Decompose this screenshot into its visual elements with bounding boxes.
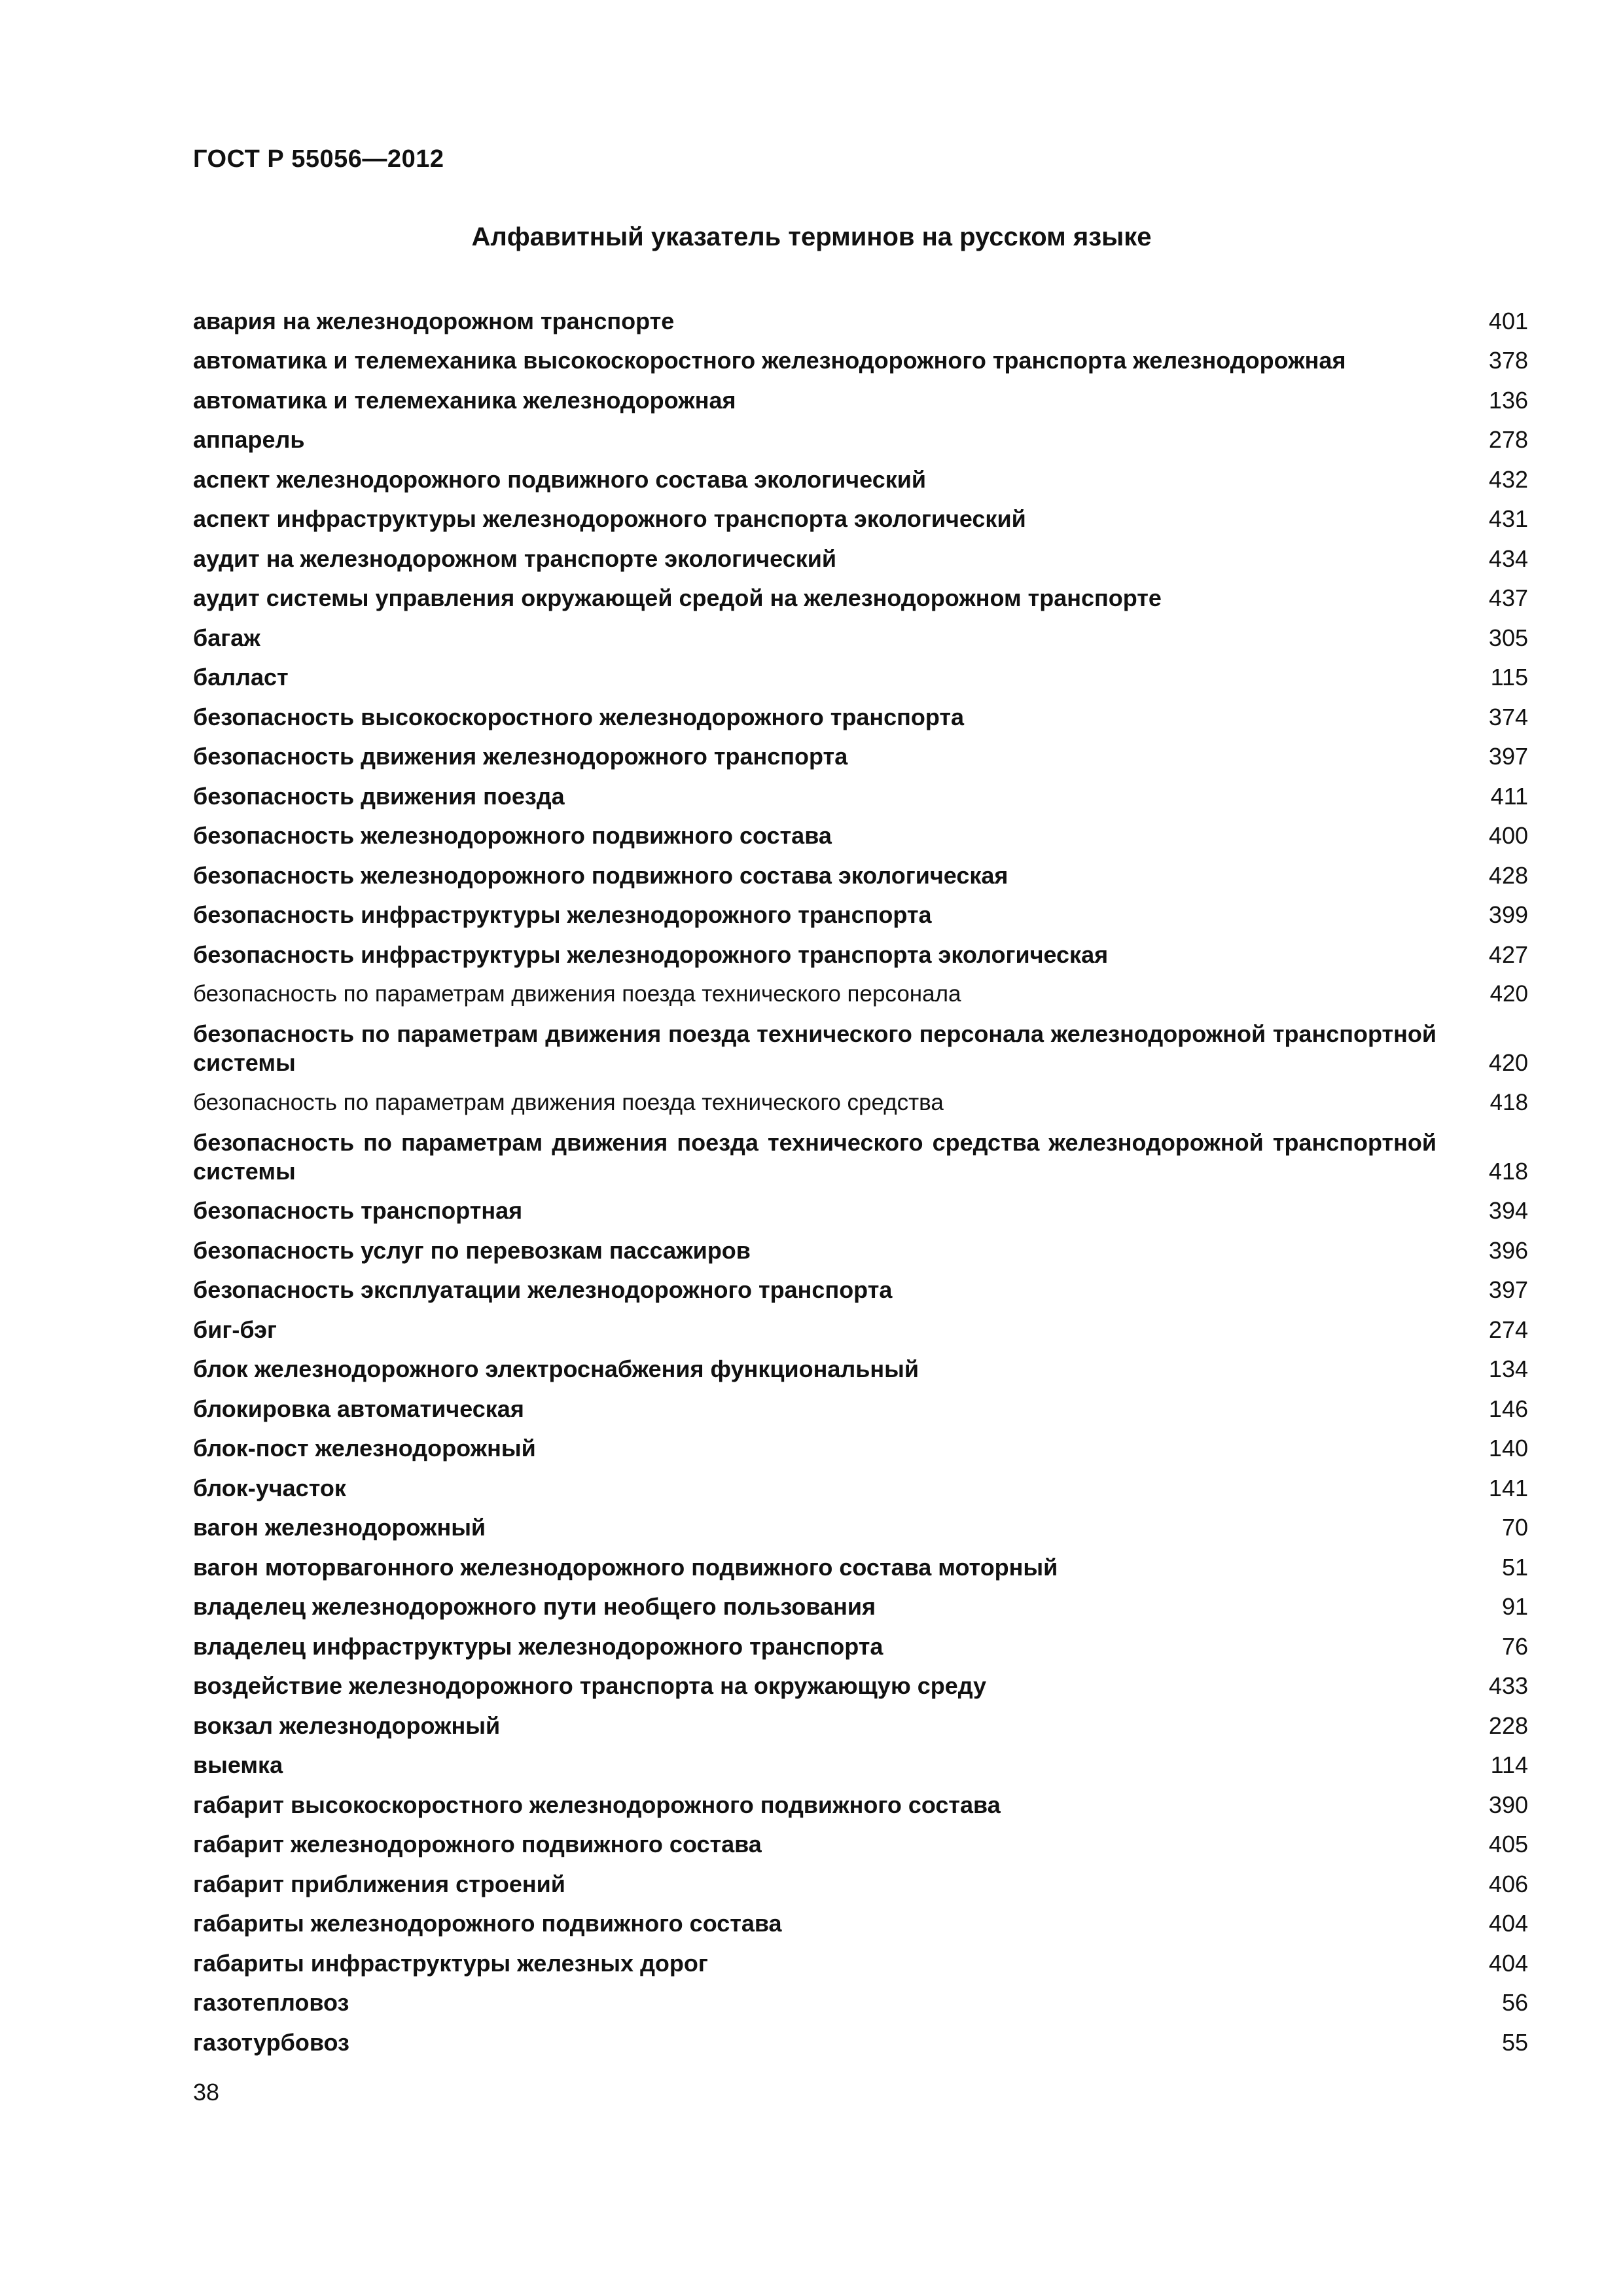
- index-entry: [193, 454, 1528, 494]
- index-page-ref: 433: [1488, 1672, 1528, 1699]
- index-term: автоматика и телемеханика железнодорожная: [193, 386, 736, 414]
- index-entry: [193, 811, 1528, 851]
- index-entry: [193, 1009, 1528, 1077]
- index-page-ref: 418: [1489, 1089, 1528, 1115]
- index-entry: [193, 850, 1528, 890]
- index-page-ref: 394: [1488, 1197, 1528, 1224]
- index-entry: [193, 653, 1528, 692]
- index-entry: [193, 969, 1528, 1009]
- index-term: безопасность по параметрам движения поезда технического персонала железнодорожной транспортной системы: [193, 1020, 1436, 1076]
- index-term: балласт: [193, 664, 289, 691]
- index-page-ref: 114: [1490, 1751, 1528, 1778]
- index-entry: [193, 1304, 1528, 1344]
- index-page-ref: 56: [1501, 1989, 1528, 2016]
- index-term: безопасность эксплуатации железнодорожного транспорта: [193, 1276, 893, 1303]
- index-term: блок железнодорожного электроснабжения функциональный: [193, 1355, 919, 1382]
- index-term: безопасность транспортная: [193, 1197, 523, 1224]
- index-entry: [193, 336, 1528, 376]
- index-term: безопасность услуг по перевозкам пассажиров: [193, 1236, 751, 1264]
- index-page-ref: 378: [1488, 347, 1528, 374]
- index-page-ref: 146: [1488, 1395, 1528, 1422]
- index-page-ref: 411: [1490, 782, 1528, 810]
- index-entry: [193, 1780, 1528, 1820]
- index-page-ref: 278: [1488, 426, 1528, 453]
- index-term: габарит высокоскоростного железнодорожного подвижного состава: [193, 1791, 1001, 1818]
- index-term: безопасность по параметрам движения поезда технического средства: [193, 1089, 944, 1115]
- index-page-ref: 55: [1501, 2028, 1528, 2056]
- index-term: аспект железнодорожного подвижного состава экологический: [193, 465, 927, 493]
- index-entry: [193, 1117, 1528, 1186]
- index-page-ref: 420: [1489, 981, 1528, 1007]
- index-term: габарит железнодорожного подвижного состава: [193, 1831, 762, 1857]
- index-page-ref: 420: [1488, 1049, 1528, 1076]
- index-page-ref: 397: [1488, 1276, 1528, 1303]
- index-entry: [193, 1740, 1528, 1780]
- index-page-ref: 91: [1501, 1593, 1528, 1620]
- index-entry: [193, 1621, 1528, 1661]
- index-term: выемка: [193, 1751, 283, 1778]
- index-term: блок-пост железнодорожный: [193, 1435, 536, 1462]
- index-page-ref: 400: [1488, 822, 1528, 849]
- index-page-ref: 134: [1488, 1355, 1528, 1382]
- index-term: вагон моторвагонного железнодорожного подвижного состава моторный: [193, 1553, 1058, 1581]
- index-page-ref: 404: [1488, 1910, 1528, 1937]
- index-entry: [193, 1700, 1528, 1740]
- index-term: безопасность железнодорожного подвижного состава: [193, 822, 832, 849]
- index-entry: [193, 1384, 1528, 1424]
- index-entry: [193, 2017, 1528, 2057]
- index-page-ref: 418: [1488, 1157, 1528, 1185]
- index-page-ref: 399: [1488, 901, 1528, 928]
- index-page-ref: 274: [1488, 1316, 1528, 1343]
- index-entry: [193, 1542, 1528, 1582]
- index-term: автоматика и телемеханика высокоскоростного железнодорожного транспорта железнодорожная: [193, 347, 1346, 374]
- index-entry: [193, 1463, 1528, 1503]
- index-entry: [193, 929, 1528, 969]
- index-term: габариты инфраструктуры железных дорог: [193, 1949, 708, 1977]
- index-page-ref: 76: [1501, 1632, 1528, 1660]
- index-term: воздействие железнодорожного транспорта на окружающую среду: [193, 1672, 987, 1699]
- index-term: блокировка автоматическая: [193, 1395, 524, 1422]
- index-page-ref: 404: [1488, 1949, 1528, 1977]
- index-page-ref: 427: [1488, 941, 1528, 968]
- index-page-ref: 70: [1501, 1514, 1528, 1541]
- index-term: биг-бэг: [193, 1316, 277, 1343]
- index-entry: [193, 1582, 1528, 1622]
- index-term: безопасность движения железнодорожного транспорта: [193, 743, 848, 770]
- index-page-ref: 396: [1488, 1236, 1528, 1264]
- index-entry: [193, 1344, 1528, 1384]
- index-entry: [193, 415, 1528, 455]
- index-page-ref: 51: [1501, 1553, 1528, 1581]
- index-page-ref: 140: [1488, 1435, 1528, 1462]
- index-page-ref: 434: [1488, 545, 1528, 572]
- index-page-ref: 437: [1488, 584, 1528, 611]
- index-page-ref: 136: [1488, 386, 1528, 414]
- index-entry: [193, 1265, 1528, 1305]
- index-entry: [193, 1077, 1528, 1117]
- index-entry: [193, 771, 1528, 811]
- index-term: безопасность по параметрам движения поезда технического средства железнодорожной транспортной системы: [193, 1128, 1436, 1185]
- index-term: владелец железнодорожного пути необщего пользования: [193, 1593, 876, 1620]
- index-entry: [193, 296, 1528, 336]
- index-term: безопасность инфраструктуры железнодорожного транспорта: [193, 901, 932, 928]
- index-term: газотурбовоз: [193, 2028, 349, 2056]
- index-term: газотепловоз: [193, 1989, 349, 2016]
- index-page-ref: 397: [1488, 743, 1528, 770]
- index-term: аудит на железнодорожном транспорте экологический: [193, 545, 837, 572]
- term-index-list: [193, 296, 1528, 2057]
- index-page-ref: 305: [1488, 624, 1528, 651]
- index-term: безопасность движения поезда: [193, 782, 565, 810]
- index-term: блок-участок: [193, 1474, 346, 1501]
- standard-id-header: ГОСТ Р 55056—2012: [193, 145, 444, 173]
- index-page-ref: 405: [1488, 1831, 1528, 1857]
- index-term: безопасность железнодорожного подвижного состава экологическая: [193, 861, 1008, 889]
- index-entry: [193, 1820, 1528, 1859]
- index-entry: [193, 613, 1528, 653]
- index-entry: [193, 1186, 1528, 1226]
- index-entry: [193, 732, 1528, 772]
- index-term: безопасность инфраструктуры железнодорожного транспорта экологическая: [193, 941, 1109, 968]
- index-entry: [193, 1661, 1528, 1701]
- index-page-ref: 115: [1490, 664, 1528, 691]
- index-page-ref: 401: [1488, 307, 1528, 334]
- index-page-ref: 431: [1488, 505, 1528, 532]
- index-term: габариты железнодорожного подвижного состава: [193, 1910, 782, 1937]
- index-term: вокзал железнодорожный: [193, 1712, 501, 1739]
- index-term: вагон железнодорожный: [193, 1514, 486, 1541]
- index-entry: [193, 494, 1528, 534]
- index-page-ref: 374: [1488, 703, 1528, 730]
- index-entry: [193, 1978, 1528, 2018]
- index-entry: [193, 1938, 1528, 1978]
- index-page-ref: 141: [1488, 1474, 1528, 1501]
- index-term: габарит приближения строений: [193, 1870, 565, 1897]
- index-page-ref: 406: [1488, 1870, 1528, 1897]
- index-entry: [193, 1859, 1528, 1899]
- index-entry: [193, 1899, 1528, 1939]
- index-page-ref: 428: [1488, 861, 1528, 889]
- index-entry: [193, 1503, 1528, 1543]
- index-term: владелец инфраструктуры железнодорожного транспорта: [193, 1632, 883, 1660]
- index-entry: [193, 1225, 1528, 1265]
- index-entry: [193, 375, 1528, 415]
- page-number: 38: [193, 2079, 220, 2106]
- index-term: безопасность высокоскоростного железнодорожного транспорта: [193, 703, 965, 730]
- index-entry: [193, 533, 1528, 573]
- index-term: багаж: [193, 624, 260, 651]
- index-term: аудит системы управления окружающей средой на железнодорожном транспорте: [193, 584, 1162, 611]
- index-page-ref: 228: [1488, 1712, 1528, 1739]
- index-entry: [193, 890, 1528, 930]
- index-entry: [193, 692, 1528, 732]
- index-title: Алфавитный указатель терминов на русском языке: [471, 223, 1152, 251]
- index-entry: [193, 1424, 1528, 1463]
- index-term: авария на железнодорожном транспорте: [193, 307, 675, 334]
- index-entry: [193, 573, 1528, 613]
- index-term: безопасность по параметрам движения поезда технического персонала: [193, 981, 961, 1007]
- index-term: аппарель: [193, 426, 305, 453]
- index-page-ref: 432: [1488, 465, 1528, 493]
- index-page-ref: 390: [1488, 1791, 1528, 1818]
- index-term: аспект инфраструктуры железнодорожного транспорта экологический: [193, 505, 1026, 532]
